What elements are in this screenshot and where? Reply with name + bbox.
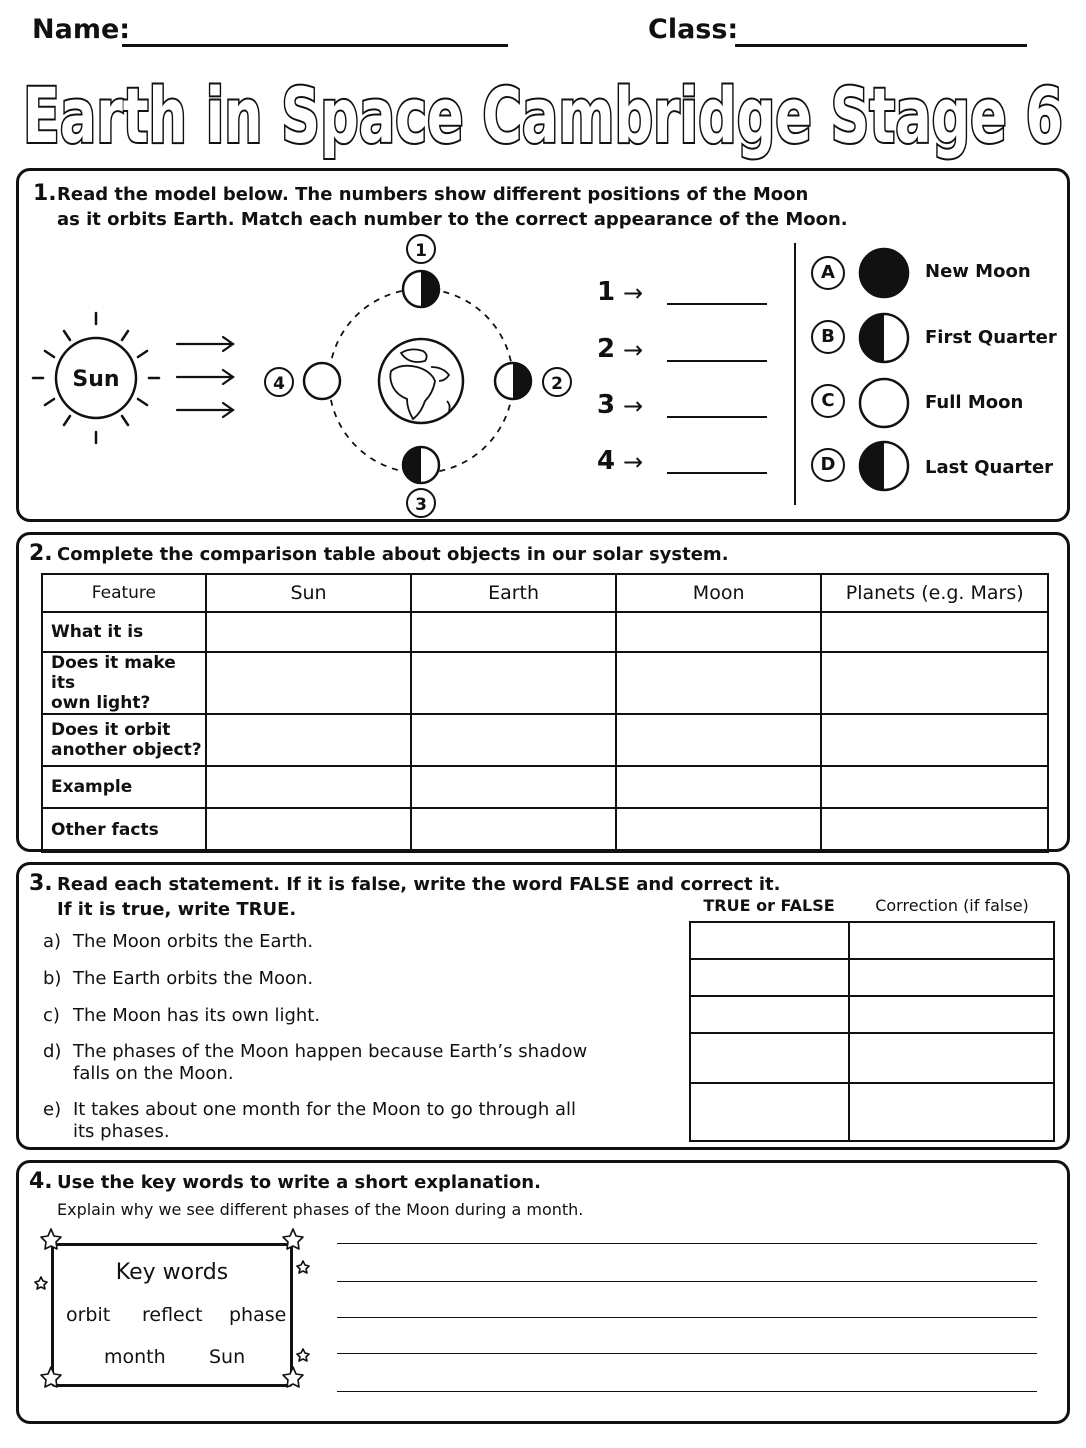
answer-cell[interactable] [616, 808, 822, 852]
table-row [42, 766, 1048, 808]
key-words-title: Key words [115, 1260, 229, 1285]
match-answer-1[interactable] [667, 303, 767, 305]
question-2-section [16, 532, 1070, 852]
question-4-subtext: Explain why we see different phases of the Moon during a month. [57, 1200, 584, 1219]
star-icon [41, 1229, 61, 1249]
option-b-badge: B [811, 320, 845, 354]
question-4-text: Use the key words to write a short explanation. [57, 1172, 541, 1193]
answer-line[interactable] [337, 1281, 1037, 1282]
question-3-text-line2: If it is true, write TRUE. [57, 899, 297, 920]
true-false-cell[interactable] [690, 1083, 849, 1141]
answer-cell[interactable] [206, 808, 412, 852]
table-row [42, 652, 1048, 714]
match-number-1: 1 [597, 277, 616, 307]
column-header: Moon [616, 574, 822, 612]
key-word: Sun [209, 1346, 246, 1368]
option-b-name: First Quarter [925, 327, 1057, 348]
option-c-badge: C [811, 384, 845, 418]
answer-line[interactable] [337, 1353, 1037, 1354]
table-row [690, 1083, 1054, 1141]
answer-line[interactable] [337, 1317, 1037, 1318]
moon-position-4-icon [265, 363, 340, 399]
question-4-section [16, 1160, 1070, 1424]
option-d-badge: D [811, 448, 845, 482]
full-moon-icon [857, 376, 911, 430]
option-d-name: Last Quarter [925, 457, 1054, 478]
answer-cell[interactable] [821, 766, 1048, 808]
table-row [690, 922, 1054, 959]
sun-label: Sun [72, 367, 120, 392]
star-icon [41, 1367, 61, 1387]
row-label: Other facts [42, 808, 206, 852]
match-answer-4[interactable] [667, 472, 767, 474]
question-1-text-line1: Read the model below. The numbers show different positions of the Moon [57, 184, 809, 205]
match-arrow-icon: → [623, 279, 644, 307]
correction-header: Correction (if false) [875, 896, 1029, 915]
option-a-badge: A [811, 256, 845, 290]
column-header: Sun [206, 574, 412, 612]
class-field[interactable] [735, 44, 1027, 47]
question-3-text-line1: Read each statement. If it is false, write the word FALSE and correct it. [57, 874, 781, 895]
row-label: Example [42, 766, 206, 808]
table-row [42, 612, 1048, 652]
answer-cell[interactable] [206, 652, 412, 714]
moon-position-3-icon [403, 447, 439, 517]
star-icon [35, 1277, 47, 1289]
answer-cell[interactable] [616, 714, 822, 766]
position-3-label: 3 [415, 495, 427, 515]
match-number-2: 2 [597, 334, 616, 364]
comparison-table [41, 573, 1049, 853]
key-word: month [104, 1346, 166, 1368]
question-3-number: 3. [29, 871, 53, 896]
answer-cell[interactable] [821, 808, 1048, 852]
row-label: Does it orbit another object? [42, 714, 206, 766]
position-1-label: 1 [415, 241, 427, 261]
question-1-text-line2: as it orbits Earth. Match each number to the correct appearance of the Moon. [57, 209, 848, 230]
true-false-table [689, 921, 1055, 1142]
divider [794, 243, 796, 505]
match-answer-3[interactable] [667, 416, 767, 418]
worksheet-title [0, 58, 1086, 168]
true-false-header: TRUE or FALSE [703, 896, 835, 915]
sunlight-arrows [177, 337, 233, 417]
option-c-name: Full Moon [925, 392, 1024, 413]
table-row [690, 1033, 1054, 1083]
position-2-label: 2 [551, 374, 563, 394]
table-row [42, 714, 1048, 766]
row-label: What it is [42, 612, 206, 652]
position-4-label: 4 [273, 374, 285, 394]
answer-cell[interactable] [411, 612, 616, 652]
answer-cell[interactable] [411, 808, 616, 852]
table-row [690, 996, 1054, 1033]
star-icon [283, 1229, 303, 1249]
title-text: Earth in Space Cambridge Stage 6 [23, 71, 1063, 160]
column-header: Planets (e.g. Mars) [821, 574, 1048, 612]
answer-cell[interactable] [206, 612, 412, 652]
first-quarter-icon [857, 311, 911, 365]
answer-cell[interactable] [821, 612, 1048, 652]
table-row [690, 959, 1054, 996]
answer-cell[interactable] [821, 652, 1048, 714]
key-word: reflect [142, 1304, 203, 1326]
new-moon-icon [857, 246, 911, 300]
option-a-name: New Moon [925, 261, 1031, 282]
earth-icon [379, 339, 463, 423]
moon-orbit-diagram [19, 231, 799, 521]
correction-cell[interactable] [849, 1083, 1054, 1141]
star-icon [297, 1261, 309, 1273]
answer-cell[interactable] [821, 714, 1048, 766]
question-1-number: 1. [33, 181, 57, 206]
key-word: orbit [66, 1304, 111, 1326]
answer-line[interactable] [337, 1243, 1037, 1244]
question-2-number: 2. [29, 541, 53, 566]
star-decorations [33, 1225, 323, 1405]
match-number-4: 4 [597, 446, 616, 476]
column-header: Earth [411, 574, 616, 612]
column-header: Feature [42, 574, 206, 612]
answer-cell[interactable] [411, 714, 616, 766]
answer-cell[interactable] [206, 714, 412, 766]
true-false-cell[interactable] [690, 959, 849, 996]
star-icon [297, 1349, 309, 1361]
question-1-section [16, 168, 1070, 522]
correction-cell[interactable] [849, 922, 1054, 959]
answer-cell[interactable] [616, 766, 822, 808]
answer-cell[interactable] [206, 766, 412, 808]
question-4-number: 4. [29, 1169, 53, 1194]
match-answer-2[interactable] [667, 360, 767, 362]
class-label: Class: [648, 14, 739, 45]
match-arrow-icon: → [623, 336, 644, 364]
question-3-section: 3. Read each statement. If it is false, write the word FALSE and correct it. If it is true, write TRUE. a) The Moon orbits the Earth. b) The Earth orbits the Moon. c) The Moon has its own light. d) The phases of the Moon happen because Earth’s shadow falls on the Moon. e) It takes about one month for the Moon to go through all its phases. TRUE or FALSE Correction (if false) [16, 862, 1070, 1150]
table-header-row [42, 574, 1048, 612]
true-false-cell[interactable] [690, 996, 849, 1033]
match-arrow-icon: → [623, 392, 644, 420]
correction-cell[interactable] [849, 1033, 1054, 1083]
moon-position-2-icon [495, 363, 571, 399]
row-label: Does it make its own light? [42, 652, 206, 714]
star-icon [283, 1367, 303, 1387]
sun-icon [33, 313, 159, 443]
answer-cell[interactable] [616, 612, 822, 652]
match-arrow-icon: → [623, 448, 644, 476]
answer-cell[interactable] [411, 766, 616, 808]
answer-line[interactable] [337, 1391, 1037, 1392]
name-label: Name: [32, 14, 131, 45]
correction-cell[interactable] [849, 959, 1054, 996]
match-number-3: 3 [597, 390, 616, 420]
name-field[interactable] [122, 44, 508, 47]
answer-cell[interactable] [616, 652, 822, 714]
key-word: phase [229, 1304, 287, 1326]
true-false-cell[interactable] [690, 1033, 849, 1083]
table-row [42, 808, 1048, 852]
correction-cell[interactable] [849, 996, 1054, 1033]
moon-position-1-icon [403, 235, 439, 307]
true-false-cell[interactable] [690, 922, 849, 959]
last-quarter-icon [857, 439, 911, 493]
answer-cell[interactable] [411, 652, 616, 714]
question-2-text: Complete the comparison table about objects in our solar system. [57, 544, 729, 565]
